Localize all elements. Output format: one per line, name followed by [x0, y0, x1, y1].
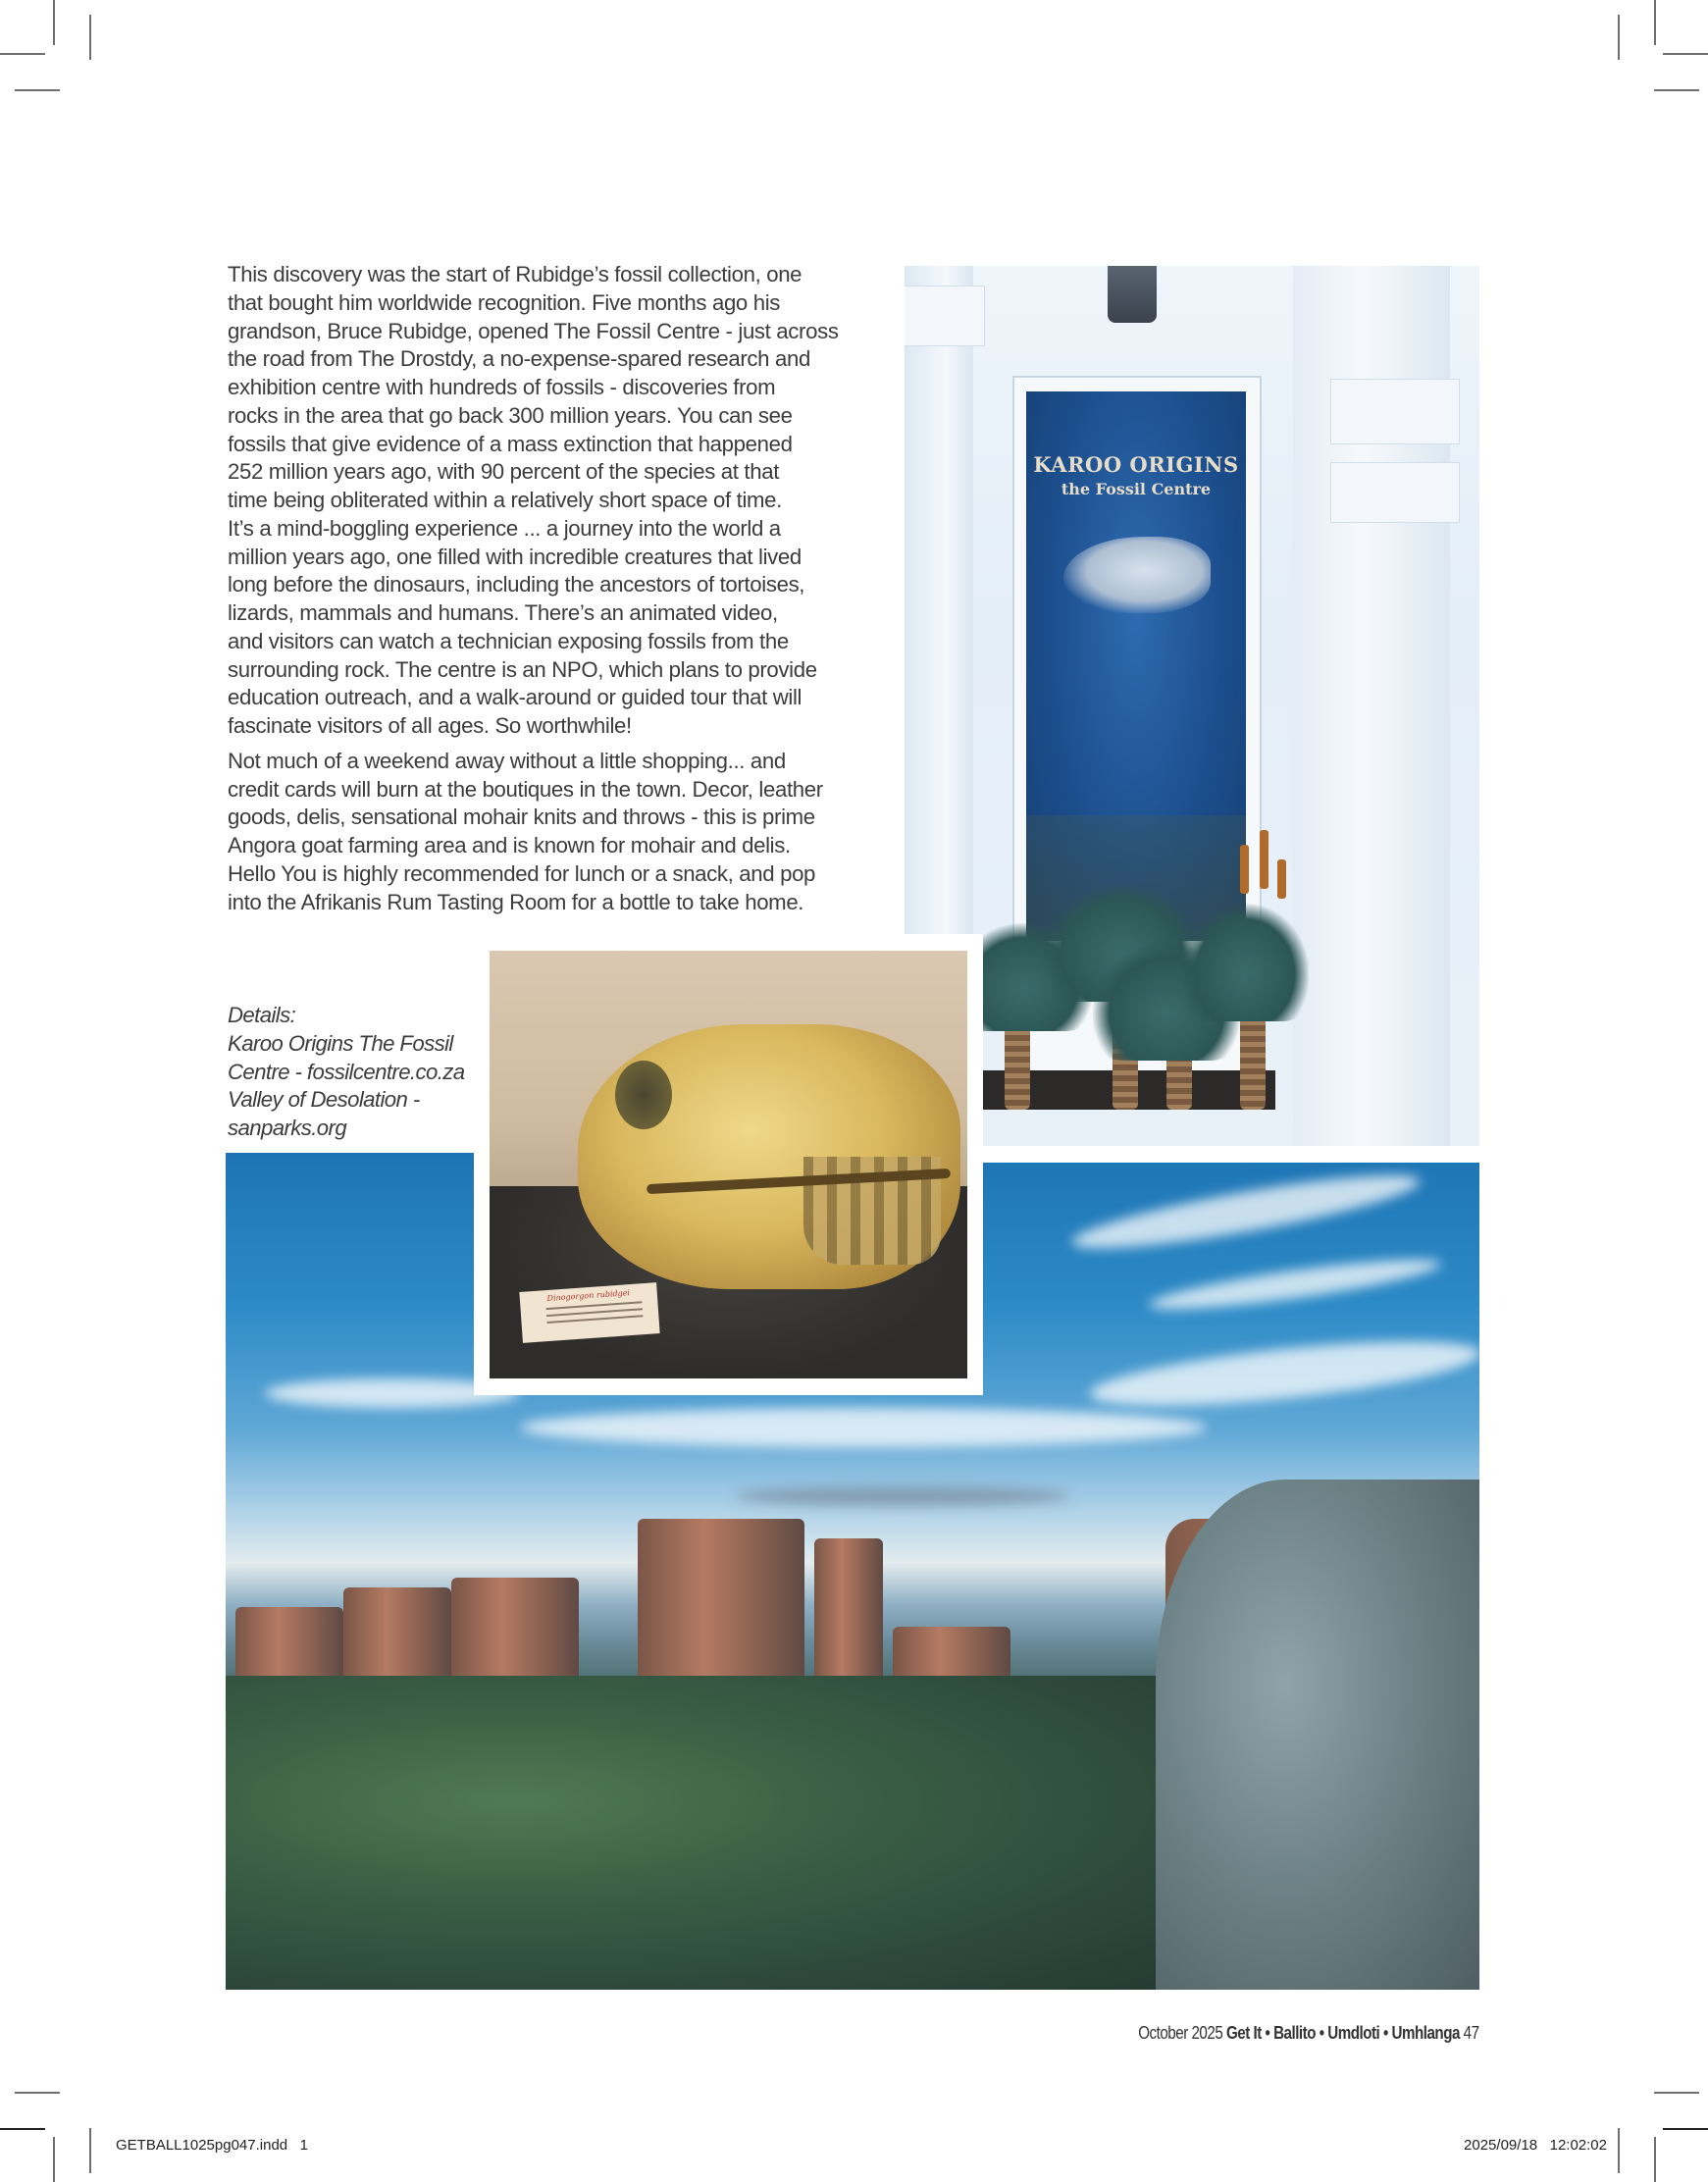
crop-mark [1654, 2137, 1656, 2182]
crop-mark [1654, 89, 1699, 91]
cloud [1068, 1162, 1423, 1262]
cloud [736, 1486, 1069, 1506]
paragraph-fossil-centre [228, 261, 875, 741]
text-line: lizards, mammals and humans. There’s an animated video, [228, 600, 778, 625]
poster-skull-image [1063, 537, 1211, 613]
page-folio [1139, 2022, 1479, 2044]
details-line: Valley of Desolation - [228, 1087, 420, 1113]
column-capital [1330, 379, 1460, 444]
wall-lamp [1108, 266, 1157, 323]
crop-mark [89, 15, 91, 60]
cloud [1148, 1250, 1443, 1318]
text-line: credit cards will burn at the boutiques in the town. Decor, leather [228, 776, 823, 802]
text-line: exhibition centre with hundreds of fossils - discoveries from [228, 375, 776, 399]
text-line: the road from The Drostdy, a no-expense-spared research and [228, 346, 810, 372]
crop-mark [1663, 53, 1708, 55]
text-line: and visitors can watch a technician exposing fossils from the [228, 628, 789, 653]
folio-month: October 2025 [1138, 2022, 1223, 2043]
text-line: It’s a mind-boggling experience ... a journey into the world a [228, 515, 781, 541]
aloe-flower-spike [1277, 859, 1286, 899]
text-line: fossils that give evidence of a mass extinction that happened [228, 431, 793, 456]
crop-mark [0, 53, 45, 55]
crop-mark [15, 89, 60, 91]
text-line: that bought him worldwide recognition. Five months ago his [228, 289, 781, 315]
text-line: rocks in the area that go back 300 million years. You can see [228, 402, 793, 428]
crop-mark [89, 2128, 91, 2173]
crop-mark [15, 2092, 60, 2094]
details-line: Centre - fossilcentre.co.za [228, 1059, 465, 1084]
aloe-flower-spike [1260, 830, 1268, 889]
photo-dinogorgon-skull [490, 951, 967, 1378]
text-line: time being obliterated within a relatively short space of time. [228, 488, 782, 512]
text-line: grandson, Bruce Rubidge, opened The Fossil Centre - just across [228, 318, 839, 343]
crop-mark [53, 2137, 55, 2182]
text-line: This discovery was the start of Rubidge’s fossil collection, one [228, 262, 802, 286]
text-line: 252 million years ago, with 90 percent of the species at that [228, 459, 780, 485]
text-line: Hello You is highly recommended for lunch or a snack, and pop [228, 860, 816, 886]
details-line: sanparks.org [228, 1116, 347, 1140]
crop-mark [0, 2128, 45, 2130]
specimen-label-title: Dinogorgon rubidgei [546, 1288, 631, 1303]
specimen-label [519, 1282, 659, 1343]
photo-karoo-origins-storefront [905, 266, 1479, 1146]
valley-vegetation [226, 1676, 1178, 1990]
sign-subtitle: the Fossil Centre [1061, 480, 1212, 498]
text-line: long before the dinosaurs, including the ancestors of tortoises, [228, 572, 805, 597]
crop-mark [1654, 0, 1656, 45]
aloe-rosette [1181, 904, 1309, 1021]
crop-mark [53, 0, 55, 45]
cloud [520, 1408, 1207, 1447]
text-line: into the Afrikanis Rum Tasting Room for a bottle to take home. [228, 889, 804, 914]
cloud [1087, 1328, 1479, 1419]
sign-title: KAROO ORIGINS [1033, 452, 1239, 477]
column-capital [1330, 462, 1460, 523]
specimen-label-line [547, 1315, 644, 1324]
folio-publication: Get It • Ballito • Umdloti • Umhlanga [1226, 2022, 1461, 2043]
text-line: goods, delis, sensational mohair knits and throws - this is prime [228, 805, 815, 830]
slug-filename: GETBALL1025pg047.indd 1 [116, 2137, 308, 2154]
crop-mark [1654, 2092, 1699, 2094]
aloe-plants [965, 913, 1289, 1110]
aloe-flower-spike [1240, 845, 1249, 894]
foreground-cliff [1156, 1480, 1479, 1990]
crop-mark [1618, 15, 1620, 60]
crop-mark [1663, 2128, 1708, 2130]
crop-mark [1618, 2128, 1620, 2173]
text-line: fascinate visitors of all ages. So worthwhile! [228, 713, 632, 738]
text-line: Angora goat farming area and is known for mohair and delis. [228, 833, 791, 857]
page-number: 47 [1464, 2022, 1479, 2043]
text-line: surrounding rock. The centre is an NPO, which plans to provide [228, 656, 817, 682]
text-line: education outreach, and a walk-around or guided tour that will [228, 685, 802, 710]
article-body [228, 261, 875, 916]
text-line: million years ago, one filled with incredible creatures that lived [228, 544, 802, 569]
slug-timestamp: 2025/09/18 12:02:02 [1464, 2137, 1607, 2154]
text-line: Not much of a weekend away without a little shopping... and [228, 748, 786, 773]
photo-gutter [983, 1146, 1479, 1163]
details-heading: Details: [228, 1003, 296, 1027]
details-line: Karoo Origins The Fossil [228, 1030, 453, 1056]
column-capital [905, 286, 985, 346]
paragraph-shopping [228, 748, 875, 917]
details-box [228, 1002, 473, 1143]
skull-eye-socket [615, 1061, 672, 1129]
